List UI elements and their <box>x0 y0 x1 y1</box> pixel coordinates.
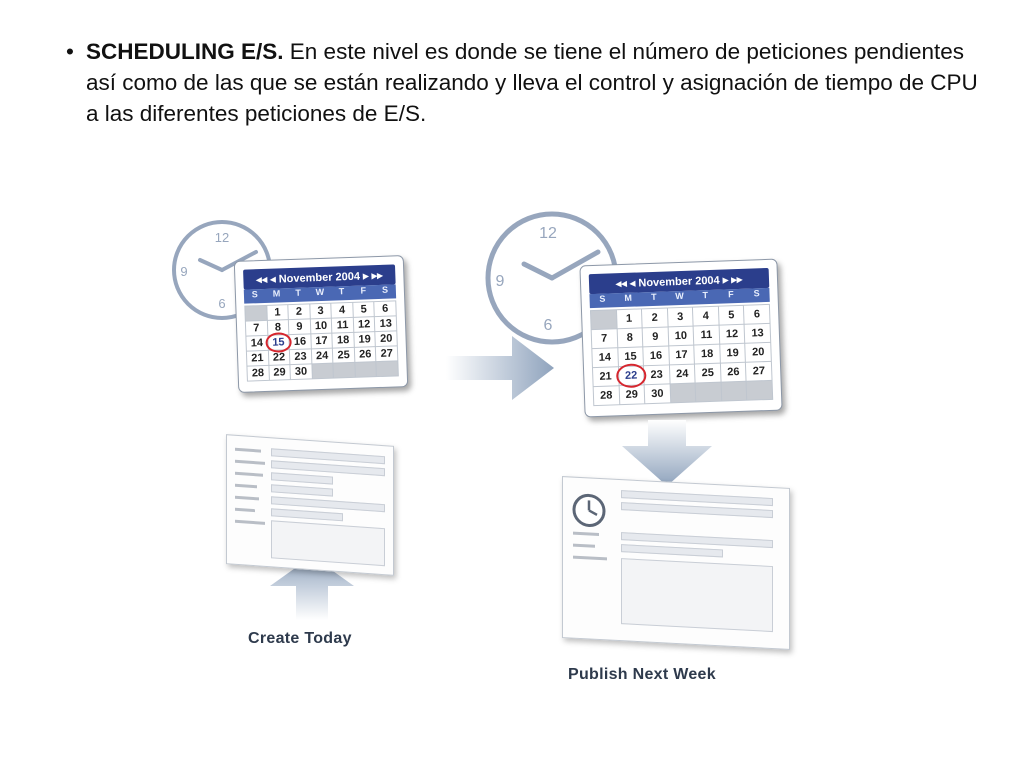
weekday-label: T <box>295 287 302 298</box>
calendar-empty-cell <box>377 361 398 376</box>
calendar-day: 23 <box>644 365 669 384</box>
calendar-day: 27 <box>746 362 771 381</box>
clock-number-12: 12 <box>214 230 230 245</box>
calendar-day-grid <box>244 300 399 381</box>
calendar-day: 17 <box>669 346 694 365</box>
down-arrow-icon <box>622 420 712 486</box>
calendar-day: 13 <box>745 324 770 343</box>
calendar-day: 24 <box>670 365 695 384</box>
calendar-day: 4 <box>332 303 353 318</box>
weekday-label: T <box>650 291 657 303</box>
calendar-day: 3 <box>668 308 693 327</box>
left-calendar <box>234 255 409 393</box>
calendar-empty-cell <box>696 383 721 402</box>
calendar-header: ◂◂ ◂ November 2004 ▸ ▸▸ <box>243 264 396 289</box>
calendar-header: ◂◂ ◂ November 2004 ▸ ▸▸ <box>589 268 770 294</box>
calendar-day: 11 <box>332 318 353 333</box>
bullet-marker: • <box>66 39 74 64</box>
calendar-day: 30 <box>645 384 670 403</box>
calendar-day: 2 <box>288 304 309 319</box>
calendar-day: 27 <box>376 346 397 361</box>
calendar-day: 19 <box>354 332 375 347</box>
weekday-label: F <box>360 285 367 296</box>
calendar-day: 4 <box>693 307 718 326</box>
calendar-day: 17 <box>311 334 332 349</box>
calendar-day: 25 <box>333 348 354 363</box>
calendar-day: 25 <box>695 364 720 383</box>
calendar-empty-cell <box>312 364 333 379</box>
weekday-label: T <box>702 290 709 301</box>
weekday-label: F <box>728 289 734 300</box>
bullet-heading: SCHEDULING E/S. <box>86 39 284 64</box>
calendar-day: 21 <box>593 367 618 386</box>
calendar-day: 2 <box>642 308 667 327</box>
clock-number-9: 9 <box>180 264 188 279</box>
weekday-label: T <box>338 286 345 297</box>
calendar-day: 26 <box>355 347 376 362</box>
calendar-day: 20 <box>746 343 771 362</box>
weekday-label: M <box>272 288 281 299</box>
calendar-day: 8 <box>267 320 288 335</box>
calendar-empty-cell <box>355 362 376 377</box>
calendar-day: 7 <box>592 329 617 348</box>
calendar-day: 9 <box>289 319 310 334</box>
calendar-day: 23 <box>290 349 311 364</box>
calendar-day-grid <box>590 304 773 406</box>
right-arrow-icon <box>446 336 556 400</box>
calendar-day: 12 <box>354 317 375 332</box>
calendar-day: 13 <box>375 316 396 331</box>
calendar-day: 24 <box>312 349 333 364</box>
weekday-label: S <box>381 284 389 295</box>
calendar-day: 8 <box>617 328 642 347</box>
right-calendar <box>579 259 782 418</box>
calendar-day: 29 <box>269 365 290 380</box>
weekday-label: S <box>599 293 606 304</box>
weekday-label: S <box>251 289 258 300</box>
calendar-day: 19 <box>720 344 745 363</box>
weekday-label: M <box>624 292 633 303</box>
left-form-document <box>226 434 394 576</box>
calendar-day: 10 <box>311 319 332 334</box>
caption-create-today: Create Today <box>248 630 352 647</box>
clock-number-6: 6 <box>218 296 226 311</box>
clock-number-9: 9 <box>495 273 505 290</box>
calendar-day: 10 <box>668 327 693 346</box>
calendar-empty-cell <box>747 381 772 400</box>
calendar-day: 26 <box>721 363 746 382</box>
weekday-label: S <box>753 288 760 299</box>
calendar-selected-day: 22 <box>619 366 644 385</box>
calendar-empty-cell <box>334 363 355 378</box>
calendar-day: 28 <box>594 386 619 405</box>
calendar-day: 16 <box>290 334 311 349</box>
calendar-day: 30 <box>291 364 312 379</box>
calendar-day: 12 <box>719 325 744 344</box>
bullet-body: En este nivel es donde se tiene el número de peticiones pendientes así como de las que se están realizando y lleva el control y asignación de tiempo de CPU a las diferentes peticiones de E/S. <box>86 39 978 126</box>
calendar-day: 14 <box>592 348 617 367</box>
calendar-selected-day: 15 <box>268 335 289 350</box>
form-clock-icon <box>571 491 607 529</box>
calendar-day: 14 <box>246 336 267 351</box>
bullet-text <box>86 36 986 129</box>
caption-publish-next-week: Publish Next Week <box>568 666 716 683</box>
calendar-empty-cell <box>245 306 266 321</box>
calendar-empty-cell <box>591 310 616 329</box>
calendar-day: 6 <box>375 301 396 316</box>
calendar-day: 7 <box>246 321 267 336</box>
calendar-day: 5 <box>719 306 744 325</box>
calendar-empty-cell <box>670 384 695 403</box>
calendar-day: 16 <box>643 346 668 365</box>
clock-number-12: 12 <box>539 225 557 242</box>
calendar-day: 11 <box>694 326 719 345</box>
bullet-item <box>66 36 986 129</box>
calendar-day: 28 <box>247 366 268 381</box>
weekday-label: W <box>675 290 684 302</box>
calendar-day: 3 <box>310 304 331 319</box>
calendar-day: 18 <box>333 333 354 348</box>
clock-number-6: 6 <box>543 317 553 334</box>
calendar-day: 1 <box>267 305 288 320</box>
calendar-day: 20 <box>376 331 397 346</box>
calendar-day: 18 <box>695 345 720 364</box>
calendar-day: 1 <box>617 309 642 328</box>
right-form-document <box>562 476 790 650</box>
calendar-day: 9 <box>643 327 668 346</box>
calendar-day: 6 <box>744 305 769 324</box>
calendar-day: 5 <box>353 302 374 317</box>
calendar-day: 22 <box>268 350 289 365</box>
calendar-day: 21 <box>247 351 268 366</box>
weekday-label: W <box>315 286 325 298</box>
calendar-day: 29 <box>619 385 644 404</box>
calendar-empty-cell <box>721 382 746 401</box>
calendar-day: 15 <box>618 347 643 366</box>
